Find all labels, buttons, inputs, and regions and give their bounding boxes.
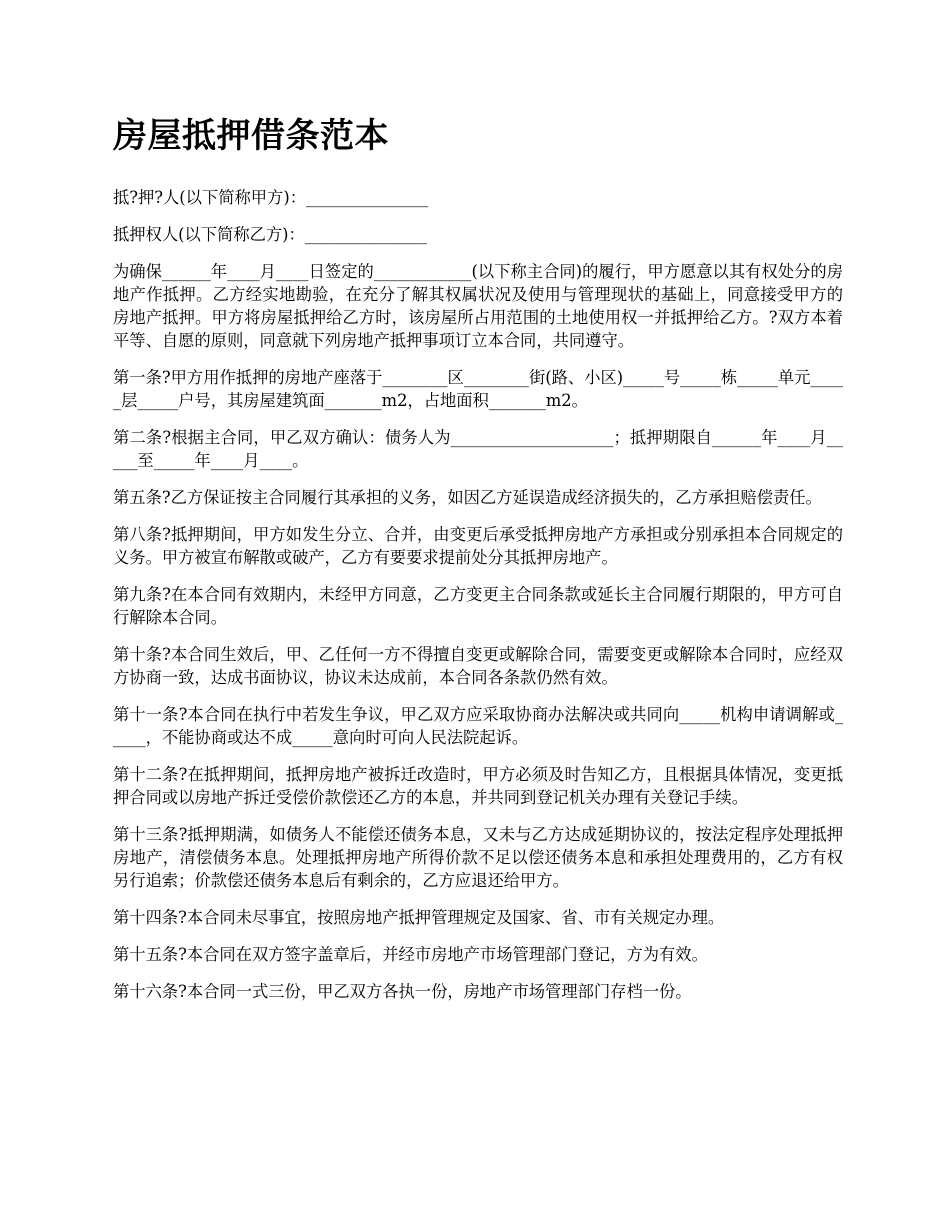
article-2: 第二条?根据主合同，甲乙双方确认：债务人为____________________；抵押期限自______年____月_____至_____年____月____。: [113, 428, 843, 470]
party-b-line: 抵押权人(以下简称乙方)：_______________: [113, 225, 427, 244]
article-10: 第十条?本合同生效后，甲、乙任何一方不得擅自变更或解除合同，需要变更或解除本合同时，应经双方协商一致，达成书面协议，协议未达成前，本合同各条款仍然有效。: [113, 645, 843, 687]
article-9: 第九条?在本合同有效期内，未经甲方同意，乙方变更主合同条款或延长主合同履行期限的，甲方可自行解除本合同。: [113, 585, 843, 627]
preamble-paragraph: 为确保______年____月____日签定的____________(以下称主合同)的履行，甲方愿意以其有权处分的房地产作抵押。乙方经实地勘验，在充分了解其权属状况及使用与管理现状的基础上，同意接受甲方的房地产抵押。甲方将房屋抵押给乙方时，该房屋所占用范围的土地使用权一并抵押给乙方。?双方本着平等、自愿的原则，同意就下列房地产抵押事项订立本合同，共同遵守。: [113, 262, 843, 350]
article-14: 第十四条?本合同未尽事宜，按照房地产抵押管理规定及国家、省、市有关规定办理。: [113, 908, 725, 927]
article-8: 第八条?抵押期间，甲方如发生分立、合并，由变更后承受抵押房地产方承担或分别承担本合同规定的义务。甲方被宣布解散或破产，乙方有要要求提前处分其抵押房地产。: [113, 525, 843, 567]
article-12: 第十二条?在抵押期间，抵押房地产被拆迁改造时，甲方必须及时告知乙方，且根据具体情况，变更抵押合同或以房地产拆迁受偿价款偿还乙方的本息，并共同到登记机关办理有关登记手续。: [113, 765, 843, 807]
document-title: 房屋抵押借条范本: [113, 116, 389, 156]
article-15: 第十五条?本合同在双方签字盖章后，并经市房地产市场管理部门登记，方为有效。: [113, 945, 708, 964]
document-page: [113, 108, 843, 1017]
article-5: 第五条?乙方保证按主合同履行其承担的义务，如因乙方延误造成经济损失的，乙方承担赔偿责任。: [113, 488, 822, 507]
article-1: 第一条?甲方用作抵押的房地产座落于________区________街(路、小区)_____号_____栋_____单元_____层_____户号，其房屋建筑面_______m2，占地面积_______m2。: [113, 368, 843, 410]
article-16: 第十六条?本合同一式三份，甲乙双方各执一份，房地产市场管理部门存档一份。: [113, 982, 692, 1001]
article-13: 第十三条?抵押期满，如债务人不能偿还债务本息，又未与乙方达成延期协议的，按法定程序处理抵押房地产，清偿债务本息。处理抵押房地产所得价款不足以偿还债务本息和承担处理费用的，乙方有权另行追索；价款偿还债务本息后有剩余的，乙方应退还给甲方。: [113, 825, 843, 890]
party-a-line: 抵?押?人(以下简称甲方)：_______________: [113, 188, 429, 207]
article-11: 第十一条?本合同在执行中若发生争议，甲乙双方应采取协商办法解决或共同向_____机构申请调解或_____，不能协商或达不成_____意向时可向人民法院起诉。: [113, 705, 843, 747]
